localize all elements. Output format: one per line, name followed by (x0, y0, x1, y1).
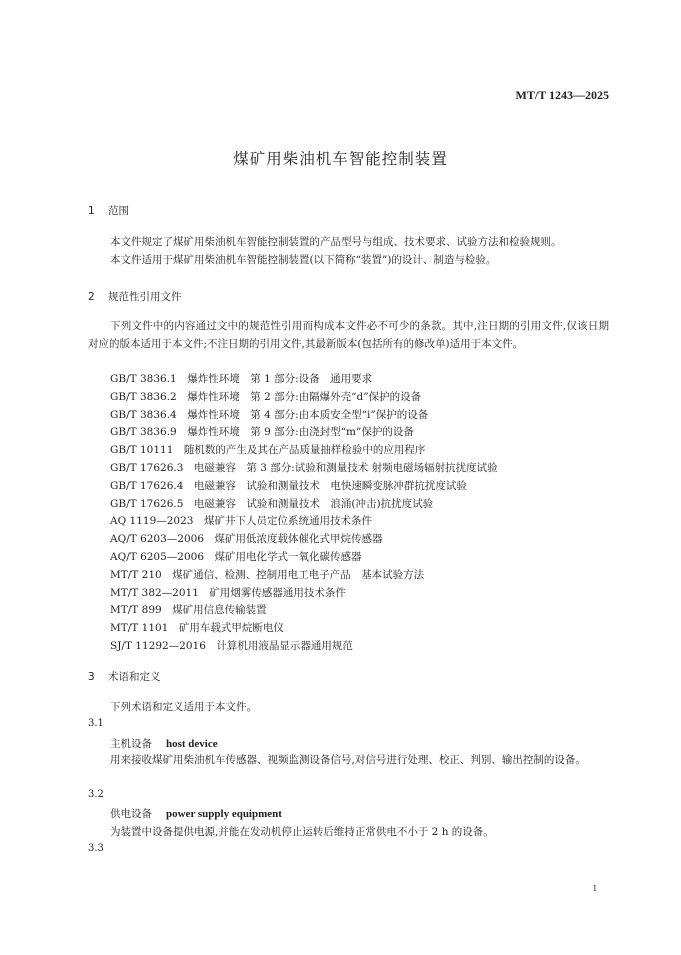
document-title: 煤矿用柴油机车智能控制装置 (233, 150, 448, 168)
reference-code: MT/T 899 (110, 604, 162, 617)
spacer (206, 640, 217, 652)
spacer (177, 426, 188, 438)
reference-item (110, 442, 425, 457)
reference-title: 煤矿井下人员定位系统通用技术条件 (203, 515, 372, 528)
section-2-heading (88, 289, 182, 304)
reference-code: GB/T 10111 (110, 444, 174, 457)
spacer (204, 533, 215, 545)
reference-code: MT/T 210 (110, 568, 162, 581)
reference-code: AQ/T 6205—2006 (110, 551, 205, 563)
reference-item (110, 424, 414, 439)
reference-code: AQ/T 6203—2006 (110, 533, 205, 546)
term-number: 3.3 (88, 843, 104, 854)
reference-item (110, 638, 353, 653)
spacer (199, 587, 210, 599)
reference-code: SJ/T 11292—2016 (110, 640, 206, 652)
spacer (168, 622, 179, 634)
section-number: 1 (88, 205, 95, 217)
reference-title: 爆炸性环境 第 1 部分:设备 通用要求 (187, 373, 373, 385)
section-title: 范围 (108, 205, 129, 217)
reference-item (110, 513, 372, 528)
section-1-heading (88, 203, 129, 218)
reference-title: 计算机用液晶显示器通用规范 (216, 640, 353, 652)
reference-code: GB/T 17626.3 (110, 462, 184, 474)
reference-title: 电磁兼容 第 3 部分:试验和测量技术 射频电磁场辐射抗扰度试验 (193, 462, 498, 474)
reference-item (110, 585, 346, 600)
reference-title: 爆炸性环境 第 4 部分:由本质安全型“i”保护的设备 (187, 408, 429, 421)
normative-refs-intro: 下列文件中的内容通过文中的规范性引用而构成本文件必不可少的条款。其中,注日期的引用文件,仅该日期对应的版本适用于本文件;不注日期的引用文件,其最新版本(包括所有的修改单)适用于本文件。 (88, 320, 609, 350)
reference-code: MT/T 1101 (110, 622, 169, 635)
spacer (177, 391, 188, 403)
term-chinese: 主机设备 (110, 738, 152, 750)
scope-para-1: 本文件规定了煤矿用柴油机车智能控制装置的产品型号与组成、技术要求、试验方法和检验规则。 (110, 236, 562, 248)
reference-item (110, 531, 383, 546)
reference-code: AQ 1119—2023 (110, 515, 194, 528)
reference-title: 煤矿通信、检测、控制用电工电子产品 基本试验方法 (172, 568, 425, 581)
reference-title: 煤矿用电化学式一氧化碳传感器 (214, 551, 362, 563)
reference-title: 电磁兼容 试验和测量技术 电快速瞬变脉冲群抗扰度试验 (193, 479, 467, 492)
term-definition: 为装置中设备提供电源,并能在发动机停止运转后维持正常供电不小于 2 h 的设备。 (110, 826, 494, 838)
reference-code: GB/T 3836.1 (110, 373, 177, 385)
term-chinese: 供电设备 (110, 808, 152, 820)
reference-title: 爆炸性环境 第 9 部分:由浇封型“m”保护的设备 (187, 426, 414, 439)
page-number: 1 (592, 883, 597, 893)
spacer (177, 373, 188, 385)
spacer (183, 498, 194, 510)
reference-code: GB/T 3836.9 (110, 426, 177, 439)
reference-item (110, 460, 498, 475)
term-number: 3.1 (88, 718, 104, 729)
spacer (193, 515, 204, 527)
term-heading (110, 736, 218, 751)
reference-item (110, 371, 372, 386)
spacer (162, 569, 173, 581)
spacer (204, 551, 215, 563)
reference-item (110, 496, 433, 511)
spacer (177, 409, 188, 421)
term-definition: 用来接收煤矿用柴油机车传感器、视频监测设备信号,对信号进行处理、校正、判别、输出控制的设备。 (110, 754, 586, 766)
reference-item (110, 389, 421, 404)
spacer (162, 604, 173, 616)
reference-code: GB/T 3836.2 (110, 390, 177, 403)
reference-title: 爆炸性环境 第 2 部分:由隔爆外壳“d”保护的设备 (187, 390, 422, 403)
term-heading (110, 806, 282, 821)
spacer (183, 480, 194, 492)
reference-title: 随机数的产生及其在产品质量抽样检验中的应用程序 (183, 444, 426, 457)
reference-item (110, 620, 284, 635)
spacer (173, 444, 184, 456)
reference-code: GB/T 17626.4 (110, 479, 184, 492)
spacer (183, 462, 194, 474)
section-title: 术语和定义 (108, 671, 161, 683)
reference-item (110, 567, 424, 582)
reference-title: 矿用车载式甲烷断电仪 (178, 622, 284, 635)
reference-code: GB/T 3836.4 (110, 408, 177, 421)
reference-title: 电磁兼容 试验和测量技术 浪涌(冲击)抗扰度试验 (193, 497, 434, 510)
term-english: host device (166, 738, 218, 750)
reference-item (110, 549, 362, 564)
reference-item (110, 602, 267, 617)
section-number: 3 (88, 671, 95, 683)
reference-title: 煤矿用低浓度载体催化式甲烷传感器 (214, 533, 383, 546)
reference-code: GB/T 17626.5 (110, 497, 184, 510)
reference-item (110, 478, 467, 493)
term-number: 3.2 (88, 789, 104, 800)
reference-title: 煤矿用信息传输装置 (172, 604, 267, 617)
reference-item (110, 407, 428, 422)
standard-number: MT/T 1243—2025 (515, 88, 609, 102)
term-english: power supply equipment (166, 808, 282, 820)
reference-title: 矿用烟雾传感器通用技术条件 (209, 586, 346, 599)
terms-intro: 下列术语和定义适用于本文件。 (110, 701, 257, 713)
section-number: 2 (88, 291, 95, 303)
section-3-heading (88, 669, 161, 684)
section-title: 规范性引用文件 (108, 291, 182, 303)
scope-para-2: 本文件适用于煤矿用柴油机车智能控制装置(以下简称“装置”)的设计、制造与检验。 (110, 254, 497, 266)
reference-code: MT/T 382—2011 (110, 586, 199, 599)
